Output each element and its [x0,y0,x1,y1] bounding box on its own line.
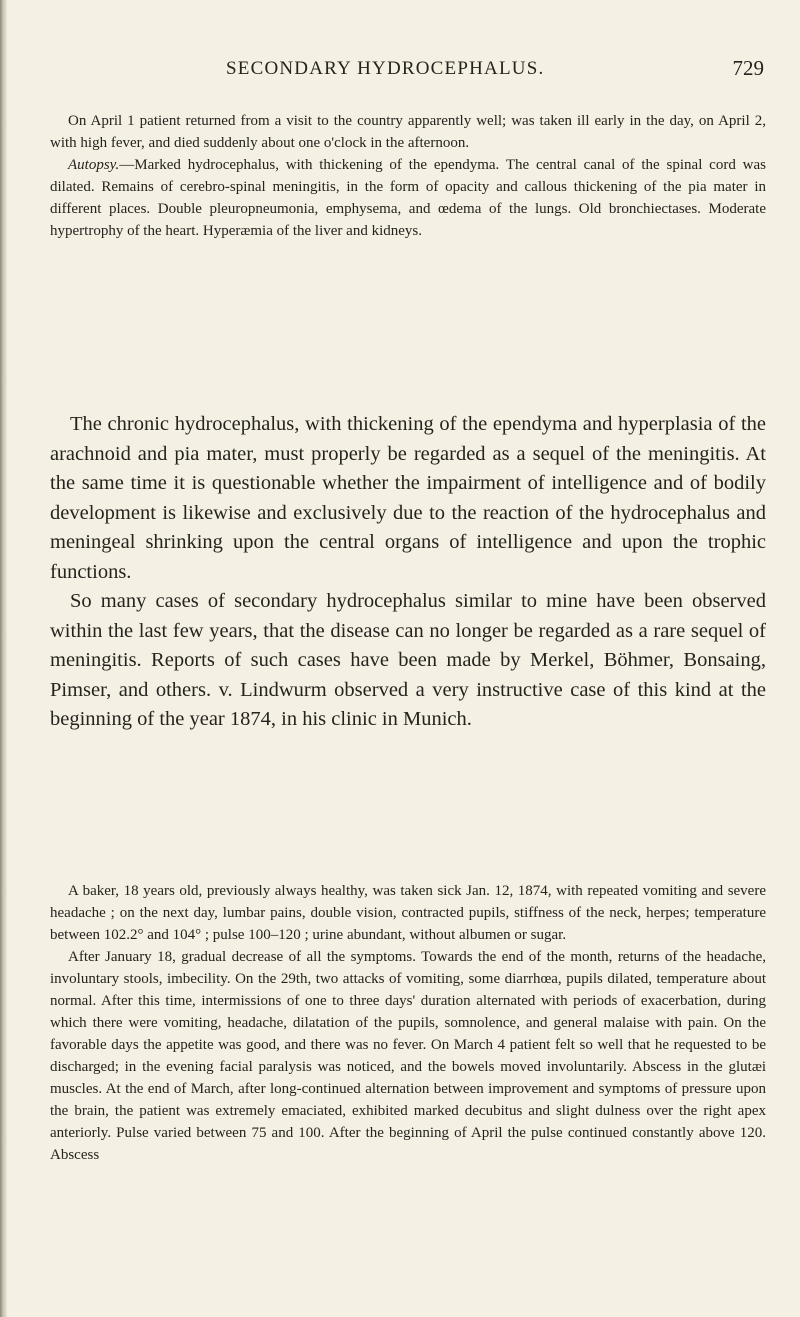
running-head [50,58,766,88]
main-text [50,410,766,735]
case-course-paragraph: After January 18, gradual decrease of all the symptoms. Towards the end of the month, returns of the headache, involuntary stools, imbecility. On the 29th, two attacks of vomiting, some diarrhœa, pupils dilated, temperature about normal. After this time, intermissions of one to three days' duration alternated with periods of exacerbation, during which there were vomiting, headache, dilatation of the pupils, somnolence, and general malaise with pain. On the favorable days the appetite was good, and there was no fever. On March 4 patient felt so well that he requested to be discharged; in the evening facial paralysis was noticed, and the bowels moved involuntarily. Abscess in the glutæi muscles. At the end of March, after long-continued alternation between improvement and symptoms of pressure upon the brain, the patient was extremely emaciated, exhibited marked decubitus and slight dulness over the right apex anteriorly. Pulse varied between 75 and 100. After the beginning of April the pulse continued constantly above 120. Abscess [50,949,766,1163]
autopsy-label: Autopsy. [68,157,120,173]
case-onset-paragraph: A baker, 18 years old, previously always healthy, was taken sick Jan. 12, 1874, with repeated vomiting and severe headache ; on the next day, lumbar pains, double vision, contracted pupils, stiffness of the neck, herpes; temperature between 102.2° and 104° ; pulse 100–120 ; urine abundant, without albumen or sugar. [50,883,766,943]
observations-paragraph: So many cases of secondary hydrocephalus similar to mine have been observed within the last few years, that the disease can no longer be regarded as a rare sequel of meningitis. Reports of such cases have been made by Merkel, Böhmer, Bonsaing, Pimser, and others. v. Lindwurm observed a very instructive case of this kind at the beginning of the year 1874, in his clinic in Munich. [50,590,766,730]
discussion-paragraph: The chronic hydrocephalus, with thickening of the ependyma and hyperplasia of the arachnoid and pia mater, must properly be regarded as a sequel of the meningitis. At the same time it is questionable whether the impairment of intelligence and of bodily development is likewise and exclusively due to the reaction of the hydrocephalus and meningeal shrinking upon the central organs of intelligence and upon the trophic functions. [50,413,766,583]
autopsy-paragraph [50,154,766,242]
case-report [50,880,766,1166]
page-binding-edge [0,0,7,1317]
case-continuation [50,110,766,242]
case-outcome-paragraph: On April 1 patient returned from a visit to the country apparently well; was taken ill early in the day, on April 2, with high fever, and died suddenly about one o'clock in the afternoon. [50,113,766,151]
autopsy-text: —Marked hydrocephalus, with thickening of the ependyma. The central canal of the spinal cord was dilated. Remains of cerebro-spinal meningitis, in the form of opacity and callous thickening of the pia mater in different places. Double pleuropneumonia, emphysema, and œdema of the lungs. Old bronchiectases. Moderate hypertrophy of the heart. Hyperæmia of the liver and kidneys. [50,157,766,239]
page-number: 729 [732,56,764,80]
running-title: SECONDARY HYDROCEPHALUS. [226,58,545,79]
